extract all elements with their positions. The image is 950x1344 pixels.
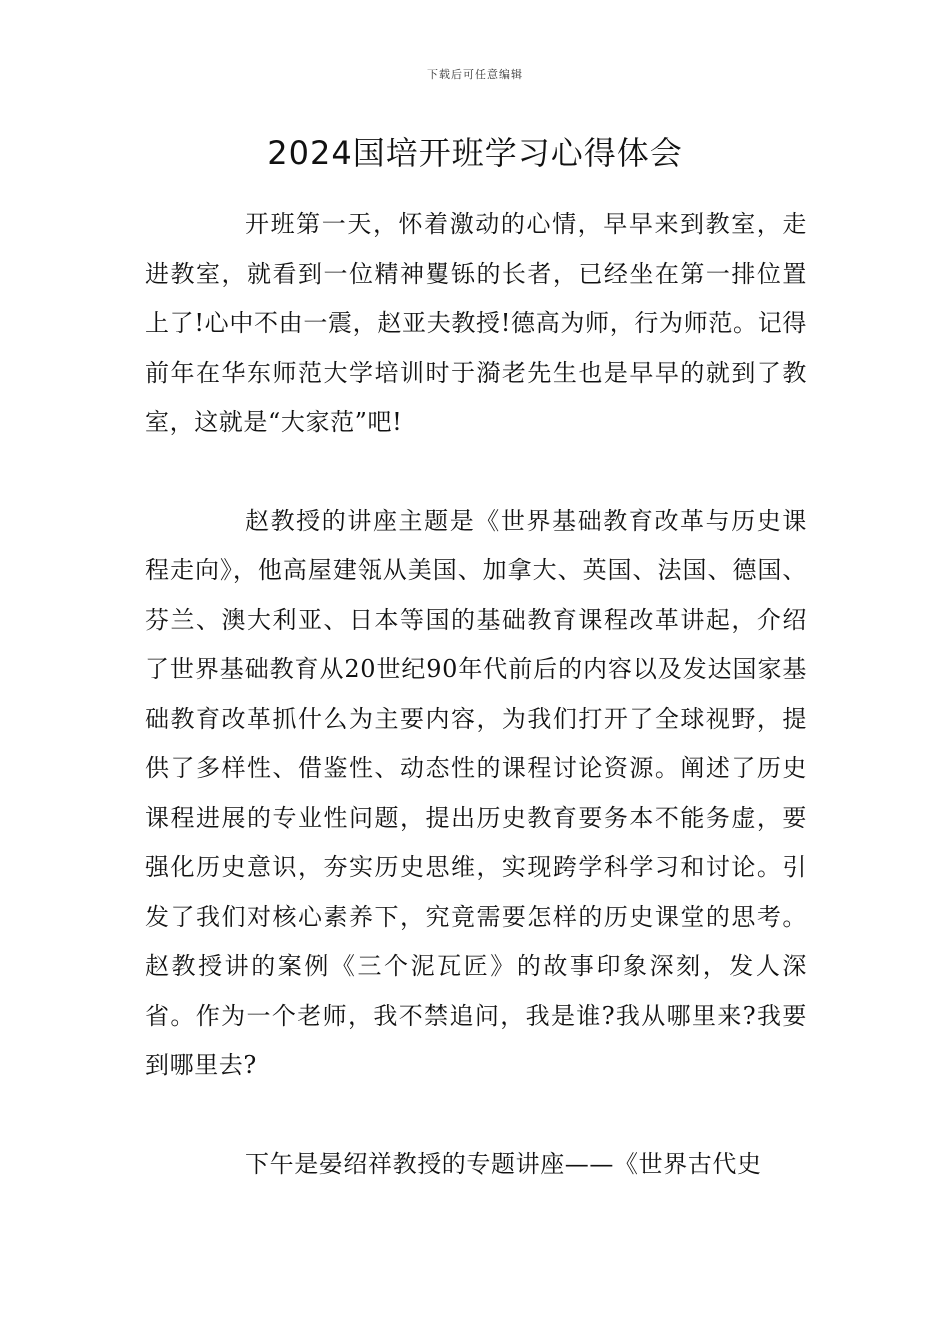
document-body	[145, 200, 807, 1189]
paragraph-2: 赵教授的讲座主题是《世界基础教育改革与历史课程走向》，他高屋建瓴从美国、加拿大、英国、法国、德国、芬兰、澳大利亚、日本等国的基础教育课程改革讲起，介绍了世界基础教育从20世纪90年代前后的内容以及发达国家基础教育改革抓什么为主要内容，为我们打开了全球视野，提供了多样性、借鉴性、动态性的课程讨论资源。阐述了历史课程进展的专业性问题，提出历史教育要务本不能务虚，要强化历史意识，夯实历史思维，实现跨学科学习和讨论。引发了我们对核心素养下，究竟需要怎样的历史课堂的思考。赵教授讲的案例《三个泥瓦匠》的故事印象深刻，发人深省。作为一个老师，我不禁追问，我是谁?我从哪里来?我要到哪里去?	[145, 506, 807, 1079]
page-title: 2024国培开班学习心得体会	[267, 134, 683, 172]
paragraph-1: 开班第一天，怀着激动的心情，早早来到教室，走进教室，就看到一位精神矍铄的长者，已经坐在第一排位置上了!心中不由一震，赵亚夫教授!德高为师，行为师范。记得前年在华东师范大学培训时于漪老先生也是早早的就到了教室，这就是“大家范”吧!	[145, 210, 807, 436]
header-note: 下载后可任意编辑	[427, 68, 523, 81]
paragraph-3: 下午是晏绍祥教授的专题讲座——《世界古代史	[245, 1149, 762, 1178]
